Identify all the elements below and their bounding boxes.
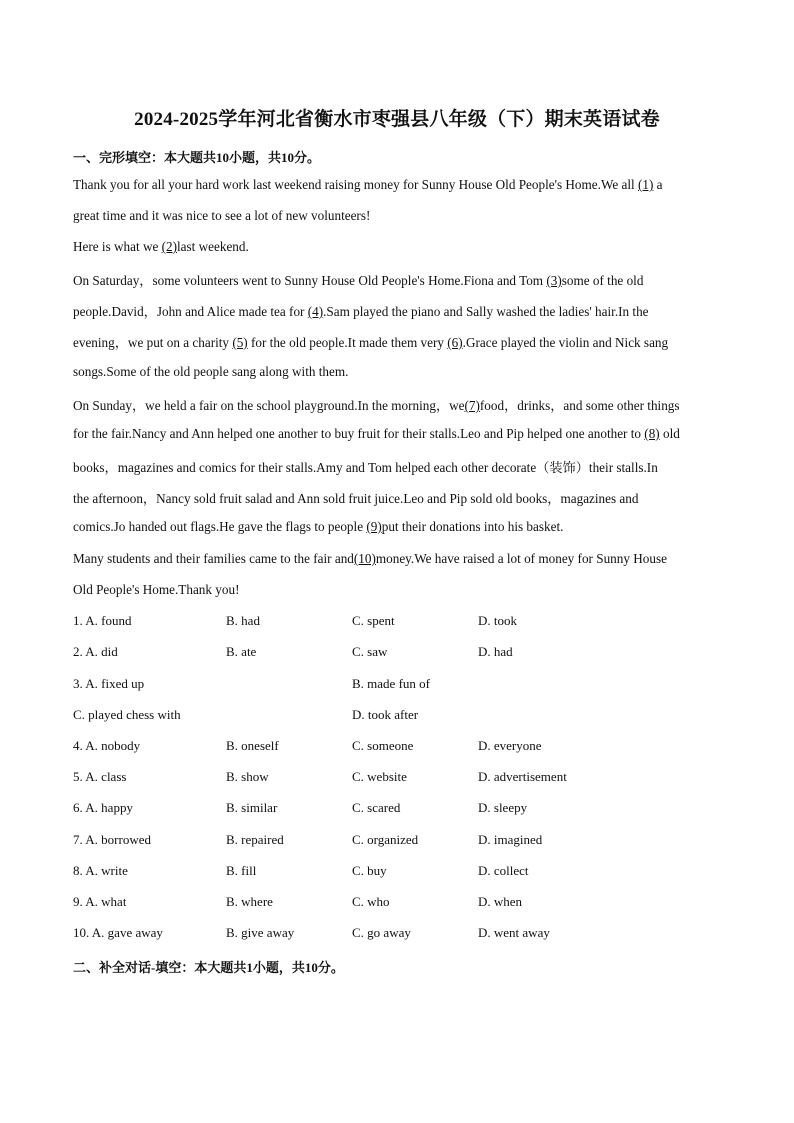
question-1-option-a: 1. A. found [73, 613, 132, 628]
question-4-option-d: D. everyone [478, 738, 542, 753]
question-5-option-b: B. show [226, 769, 269, 784]
blank-9: (9) [366, 519, 382, 534]
blank-8: (8) [644, 426, 660, 441]
question-7-option-d: D. imagined [478, 832, 543, 847]
question-3-option-b: B. made fun of [352, 676, 430, 691]
question-1-option-c: C. spent [352, 613, 395, 628]
passage-line: the afternoon，Nancy sold fruit salad and Ann sold fruit juice.Leo and Pip sold old books，magazines and [73, 491, 639, 506]
question-10-option-d: D. went away [478, 925, 550, 940]
text: comics.Jo handed out flags.He gave the flags to people [73, 519, 367, 534]
question-2-option-b: B. ate [226, 644, 257, 659]
question-9-option-b: B. where [226, 894, 273, 909]
question-6-option-a: 6. A. happy [73, 800, 133, 815]
question-2-option-d: D. had [478, 644, 513, 659]
question-3-option-c: C. played chess with [73, 707, 181, 722]
question-5-option-a: 5. A. class [73, 769, 127, 784]
question-4-option-c: C. someone [352, 738, 414, 753]
text: Many students and their families came to the fair and [73, 551, 354, 566]
question-2-option-a: 2. A. did [73, 644, 118, 659]
question-4-option-a: 4. A. nobody [73, 738, 141, 753]
question-1-option-b: B. had [226, 613, 260, 628]
passage-line: books，magazines and comics for their stalls.Amy and Tom helped each other decorate（装饰）their stalls.In [73, 460, 658, 475]
passage-line: songs.Some of the old people sang along with them. [73, 364, 349, 379]
passage-line [73, 551, 723, 567]
text: people.David，John and Alice made tea for [73, 304, 308, 319]
section-heading-cloze: 一、完形填空：本大题共10小题，共10分。 [73, 150, 321, 165]
section-heading-dialogue: 二、补全对话-填空：本大题共1小题，共10分。 [73, 960, 344, 975]
passage-line [73, 426, 723, 442]
question-4-option-b: B. oneself [226, 738, 279, 753]
question-7-option-b: B. repaired [226, 832, 284, 847]
question-10-option-a: 10. A. gave away [73, 925, 163, 940]
text: On Sunday，we held a fair on the school playground.In the morning，we [73, 398, 465, 413]
text: last weekend. [177, 239, 249, 254]
passage-line: great time and it was nice to see a lot of new volunteers! [73, 208, 371, 223]
question-8-option-d: D. collect [478, 863, 529, 878]
text: for the old people.It made them very [247, 335, 448, 350]
question-8-option-a: 8. A. write [73, 863, 128, 878]
passage-line [73, 239, 723, 255]
text: Here is what we [73, 239, 162, 254]
question-10-option-b: B. give away [226, 925, 295, 940]
question-6-option-b: B. similar [226, 800, 278, 815]
passage-line [73, 332, 723, 351]
passage-line [73, 395, 723, 414]
blank-7: (7) [464, 398, 480, 413]
blank-4: (4) [307, 304, 324, 319]
text: some of the old [561, 273, 644, 288]
text: put their donations into his basket. [381, 519, 564, 534]
passage-line [73, 177, 723, 193]
question-9-option-d: D. when [478, 894, 523, 909]
passage-line [73, 301, 723, 320]
question-1-option-d: D. took [478, 613, 517, 628]
passage-line: Old People's Home.Thank you! [73, 582, 240, 597]
text: On Saturday，some volunteers went to Sunny House Old People's Home.Fiona and Tom [73, 273, 547, 288]
blank-3: (3) [546, 273, 562, 288]
question-2-option-c: C. saw [352, 644, 388, 659]
question-8-option-c: C. buy [352, 863, 387, 878]
question-10-option-c: C. go away [352, 925, 411, 940]
blank-1: (1) [637, 177, 654, 192]
page-title: 2024-2025学年河北省衡水市枣强县八年级（下）期末英语试卷 [134, 109, 660, 130]
blank-2: (2) [161, 239, 178, 254]
passage-line [73, 519, 723, 535]
question-3-option-a: 3. A. fixed up [73, 676, 145, 691]
question-3-option-d: D. took after [352, 707, 419, 722]
question-7-option-a: 7. A. borrowed [73, 832, 151, 847]
text: old [659, 426, 680, 441]
blank-10: (10) [353, 551, 376, 566]
blank-6: (6) [447, 335, 463, 350]
question-7-option-c: C. organized [352, 832, 419, 847]
question-6-option-d: D. sleepy [478, 800, 528, 815]
text: food，drinks，and some other things [479, 398, 680, 413]
text: for the fair.Nancy and Ann helped one another to buy fruit for their stalls.Leo and Pip helped one another to [73, 426, 645, 441]
text: .Sam played the piano and Sally washed the ladies' hair.In the [323, 304, 649, 319]
question-8-option-b: B. fill [226, 863, 257, 878]
question-5-option-d: D. advertisement [478, 769, 567, 784]
question-9-option-c: C. who [352, 894, 390, 909]
blank-5: (5) [232, 335, 248, 350]
text: Thank you for all your hard work last weekend raising money for Sunny House Old People's Home.We all [73, 177, 638, 192]
text: money.We have raised a lot of money for Sunny House [375, 551, 667, 566]
passage-line [73, 270, 723, 289]
question-9-option-a: 9. A. what [73, 894, 127, 909]
question-5-option-c: C. website [352, 769, 407, 784]
question-6-option-c: C. scared [352, 800, 401, 815]
text: evening，we put on a charity [73, 335, 233, 350]
text: .Grace played the violin and Nick sang [462, 335, 669, 350]
text: a [653, 177, 663, 192]
